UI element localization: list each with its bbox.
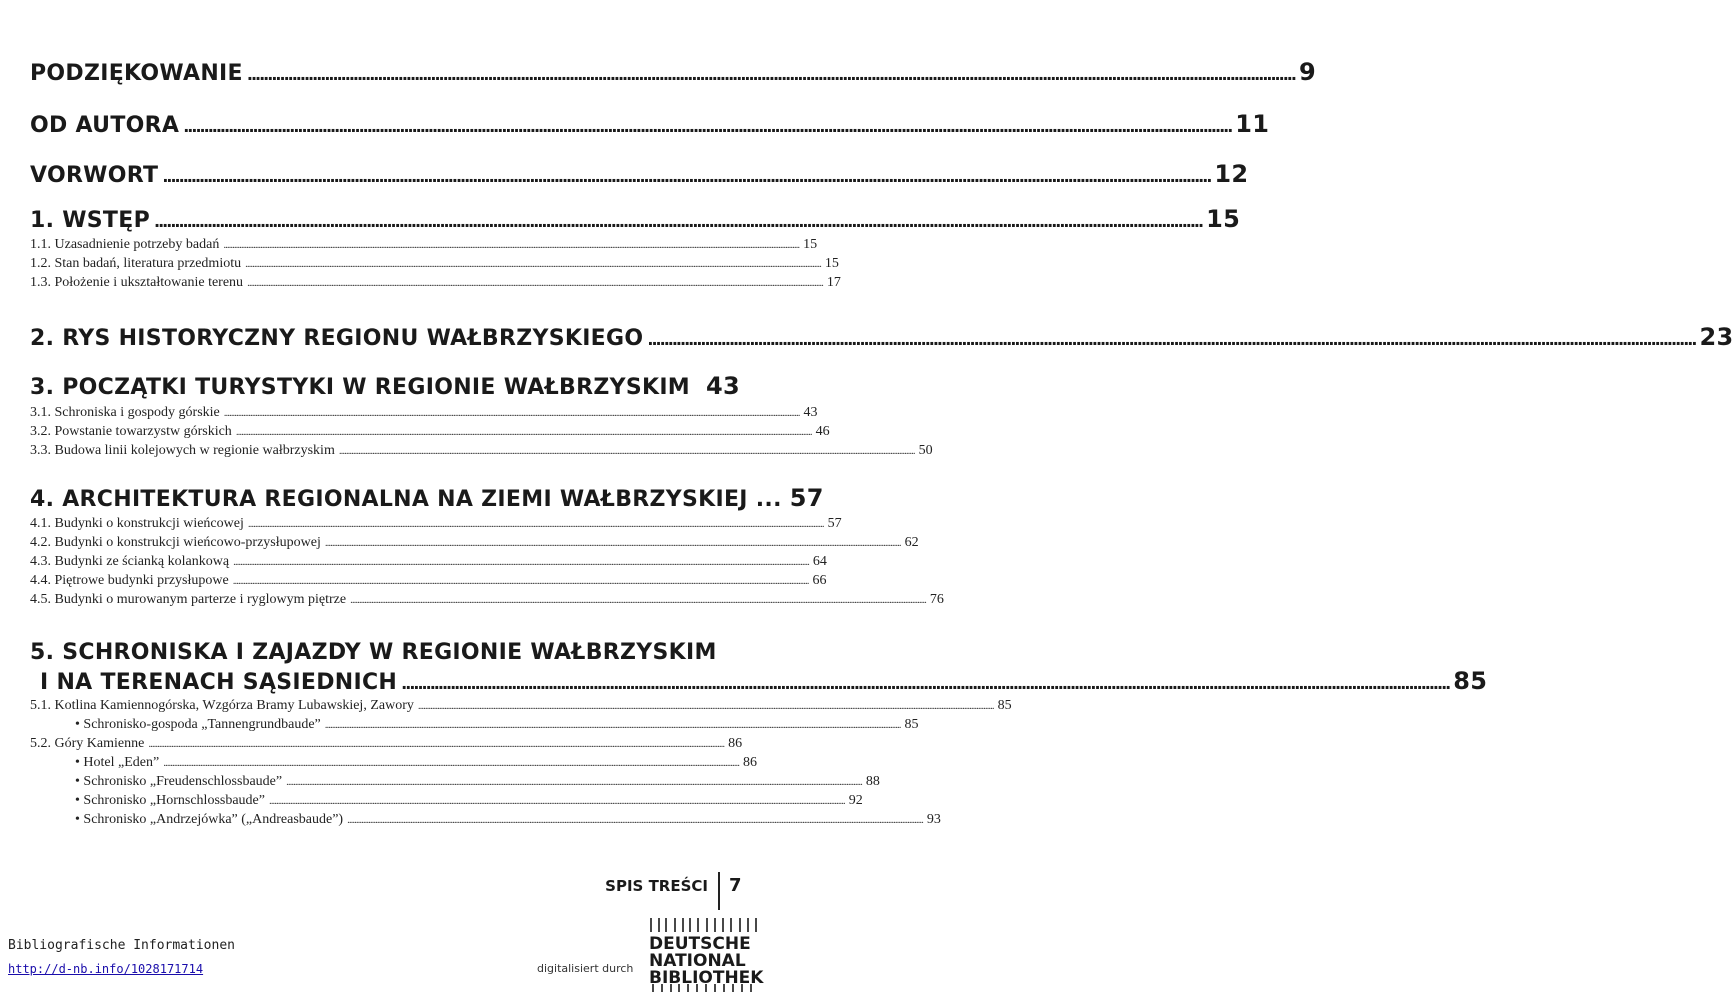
- toc-subtitle: • Schronisko-gospoda „Tannengrundbaude”: [75, 717, 321, 732]
- biblio-link[interactable]: http://d-nb.info/1028171714: [8, 962, 204, 976]
- toc-title: 2. RYS HISTORYCZNY REGIONU WAŁBRZYSKIEGO: [30, 326, 644, 351]
- toc-subtitle: 4.4. Piętrowe budynki przysłupowe: [30, 573, 229, 588]
- dot-leader: [233, 556, 809, 568]
- toc-page: 57: [827, 516, 842, 531]
- toc-subtitle: 1.2. Stan badań, literatura przedmiotu: [30, 256, 242, 271]
- toc-page: 85: [1453, 667, 1488, 695]
- toc-title: 4. ARCHITEKTURA REGIONALNA NA ZIEMI WAŁBRZYSKIEJ ...: [30, 487, 782, 512]
- toc-entry-podziekowanie: [30, 58, 1316, 86]
- dot-leader: [223, 239, 799, 251]
- toc-subentry: [30, 793, 863, 809]
- dot-leader: [183, 117, 1231, 136]
- toc-subtitle: 5.2. Góry Kamienne: [30, 736, 145, 751]
- running-footer-label: SPIS TREŚCI: [605, 877, 708, 895]
- toc-page: 76: [929, 592, 944, 607]
- toc-subentry: [30, 698, 1012, 714]
- dot-leader: [325, 719, 901, 731]
- toc-page: 9: [1298, 58, 1316, 86]
- toc-page: 93: [926, 812, 941, 827]
- toc-title: PODZIĘKOWANIE: [30, 61, 243, 86]
- dot-leader: [163, 757, 739, 769]
- toc-entry-ch5: [40, 667, 1488, 695]
- toc-subentry: [30, 717, 919, 733]
- toc-entry-ch1: [30, 205, 1241, 233]
- footer-divider: [718, 872, 720, 910]
- toc-page: 43: [706, 372, 740, 400]
- toc-entry-ch3: [30, 372, 740, 400]
- toc-subtitle: 4.5. Budynki o murowanym parterze i ryglowym piętrze: [30, 592, 347, 607]
- toc-subtitle: • Schronisko „Hornschlossbaude”: [75, 793, 265, 808]
- dot-leader: [339, 445, 915, 457]
- biblio-title: Bibliografische Informationen: [8, 938, 235, 953]
- toc-entry-vorwort: [30, 160, 1249, 188]
- dot-leader: [347, 814, 923, 826]
- toc-page: 88: [865, 774, 880, 789]
- toc-subtitle: 1.1. Uzasadnienie potrzeby badań: [30, 237, 220, 252]
- dnb-logo-line2: NATIONAL: [649, 951, 746, 971]
- toc-subentry: [30, 443, 933, 459]
- toc-title-line2: I NA TERENACH SĄSIEDNICH: [40, 670, 398, 695]
- dnb-logo-line1: DEUTSCHE: [649, 934, 751, 954]
- toc-subtitle: 5.1. Kotlina Kamiennogórska, Wzgórza Bramy Lubawskiej, Zawory: [30, 698, 414, 713]
- dot-leader: [154, 212, 1202, 231]
- dot-leader: [401, 674, 1449, 693]
- dot-leader: [148, 738, 724, 750]
- toc-page: 46: [815, 424, 830, 439]
- toc-subentry: [30, 592, 944, 608]
- dot-leader: [325, 537, 901, 549]
- toc-page: 86: [728, 736, 743, 751]
- toc-title: 1. WSTĘP: [30, 208, 150, 233]
- toc-subtitle: • Hotel „Eden”: [75, 755, 160, 770]
- toc-subtitle: 3.1. Schroniska i gospody górskie: [30, 405, 220, 420]
- toc-page: 15: [824, 256, 839, 271]
- toc-page: 57: [789, 484, 824, 512]
- toc-title-line1: 5. SCHRONISKA I ZAJAZDY W REGIONIE WAŁBRZYSKIM: [30, 640, 717, 665]
- dot-leader: [247, 65, 1295, 84]
- toc-page: 43: [803, 405, 818, 420]
- toc-subtitle: 4.3. Budynki ze ścianką kolankową: [30, 554, 230, 569]
- page-number: 7: [729, 875, 742, 896]
- toc-subentry: [30, 256, 839, 272]
- toc-subentry: [30, 237, 818, 253]
- dot-leader: [286, 776, 862, 788]
- dot-leader: [224, 407, 800, 419]
- toc-page: 64: [812, 554, 827, 569]
- toc-page: 92: [848, 793, 863, 808]
- toc-subentry: [30, 812, 941, 828]
- toc-page: 11: [1235, 110, 1270, 138]
- toc-subtitle: • Schronisko „Andrzejówka” („Andreasbaude”): [75, 812, 344, 827]
- dot-leader: [418, 700, 994, 712]
- dot-leader: [245, 258, 821, 270]
- toc-subentry: [30, 516, 842, 532]
- dnb-logo-line3: BIBLIOTHEK: [649, 968, 764, 988]
- toc-page: 85: [904, 717, 919, 732]
- toc-page: 86: [742, 755, 757, 770]
- dot-leader: [247, 277, 823, 289]
- dot-leader: [647, 330, 1695, 349]
- dot-leader: [162, 167, 1210, 186]
- toc-entry-ch4: [30, 484, 824, 512]
- toc-page: 50: [918, 443, 933, 458]
- toc-title: OD AUTORA: [30, 113, 180, 138]
- dot-leader: [350, 594, 926, 606]
- dot-leader: [248, 518, 824, 530]
- toc-subentry: [30, 774, 880, 790]
- toc-subentry: [30, 535, 919, 551]
- toc-subtitle: 4.2. Budynki o konstrukcji wieńcowo-przysłupowej: [30, 535, 321, 550]
- toc-subtitle: • Schronisko „Freudenschlossbaude”: [75, 774, 283, 789]
- toc-subentry: [30, 755, 757, 771]
- dot-leader: [233, 575, 809, 587]
- digitalized-by-text: digitalisiert durch: [537, 962, 634, 975]
- toc-entry-od-autora: [30, 110, 1270, 138]
- toc-page: 15: [1206, 205, 1241, 233]
- toc-subentry: [30, 405, 818, 421]
- toc-subtitle: 1.3. Położenie i ukształtowanie terenu: [30, 275, 244, 290]
- toc-page: 23: [1699, 323, 1733, 351]
- toc-title: VORWORT: [30, 163, 159, 188]
- toc-subtitle: 3.3. Budowa linii kolejowych w regionie wałbrzyskim: [30, 443, 335, 458]
- dnb-logo-barcode-top: [651, 918, 756, 932]
- toc-subentry: [30, 554, 827, 570]
- toc-subentry: [30, 736, 743, 752]
- toc-page: 85: [997, 698, 1012, 713]
- toc-subentry: [30, 573, 827, 589]
- toc-page: 17: [826, 275, 841, 290]
- toc-subentry: [30, 424, 830, 440]
- dot-leader: [236, 426, 812, 438]
- toc-entry-ch2: [30, 323, 1733, 351]
- toc-subentry: [30, 275, 841, 291]
- toc-subtitle: 3.2. Powstanie towarzystw górskich: [30, 424, 232, 439]
- toc-subtitle: 4.1. Budynki o konstrukcji wieńcowej: [30, 516, 244, 531]
- dot-leader: [269, 795, 845, 807]
- dnb-logo: [645, 918, 763, 992]
- toc-page: 15: [803, 237, 818, 252]
- toc-page: 62: [904, 535, 919, 550]
- toc-page: 66: [812, 573, 827, 588]
- toc-title: 3. POCZĄTKI TURYSTYKI W REGIONIE WAŁBRZYSKIM: [30, 375, 690, 400]
- toc-page: 12: [1214, 160, 1249, 188]
